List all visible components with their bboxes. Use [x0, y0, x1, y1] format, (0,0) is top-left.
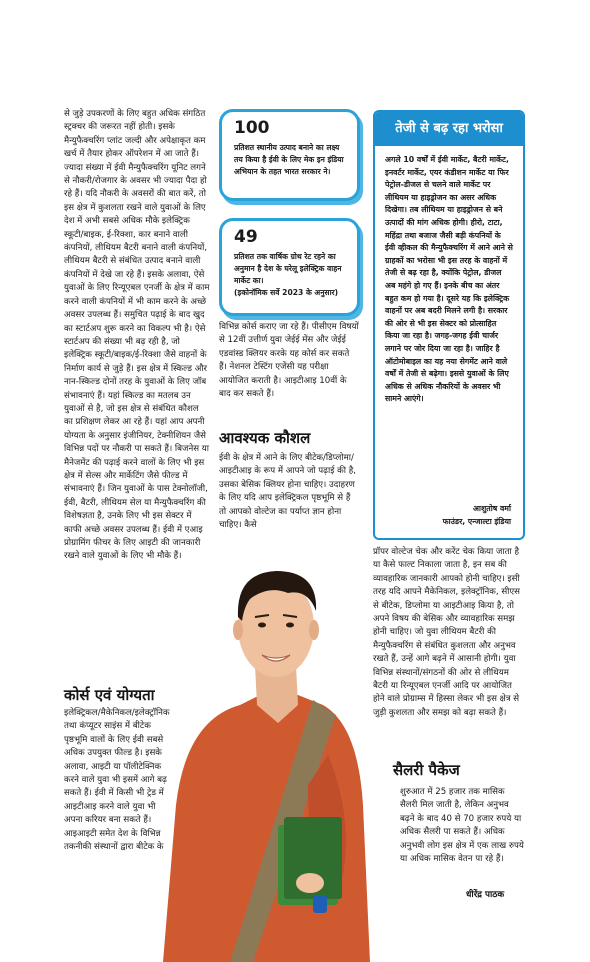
author-role: फाउंडर, एन्जाल्टा इंडिया — [442, 517, 511, 526]
watch — [313, 895, 327, 913]
stat-box-100 — [219, 109, 360, 201]
byline: धीरेंद्र पाठक — [466, 890, 505, 900]
stat-number: 49 — [234, 227, 258, 247]
stat-number: 100 — [234, 118, 270, 138]
stat-text: प्रतिशत तक वार्षिक ग्रोथ रेट रहने का अनुमान है देश के घरेलू इलेक्ट्रिक वाहन मार्केट का। — [234, 252, 342, 285]
stat-text: प्रतिशत स्थानीय उत्पाद बनाने का लक्ष्य तय किया है ईवी के लिए मेक इन इंडिया अभियान के तहत भारत सरकार ने। — [234, 143, 344, 176]
intro-paragraph: से जुड़े उपकरणों के लिए बहुत अधिक संगठित स्ट्रक्चर की जरूरत नहीं होती। इसके मैन्युफैक्चरिंग प्लांट जल्दी और अपेक्षाकृत कम खर्च में तैयार होकर ऑपरेशन में आ जाते हैं। ज्यादा संख्या में ईवी मैन्युफैक्चरिंग यूनिट लगने से नौकरी/रोजगार के अवसर भी ज्यादा पैदा हो रहे हैं। यदि नौकरी के अवसरों की बात करें, तो इस क्षेत्र में कुशलता रखने वाले युवाओं के लिए देश में अभी सबसे अधिक मौके इलेक्ट्रिक स्कूटी/बाइक, ई-रिक्शा, कार बनाने वाली कंपनियों, लीथियम बैटरी बनाने वाली कंपनियों, लीथियम बैटरी से संबंधित उत्पाद बनाने वाली कंपनियों में देखे जा रहे हैं। इसके अलावा, ऐसे युवाओं के लिए रिन्यूएबल एनर्जी के क्षेत्र में काम करने वाली कंपनियों में भी काम करने के अच्छे अवसर उपलब्ध हैं। समुचित पढ़ाई के बाद खुद का स्टार्टअप शुरू करने का विकल्प भी है। ऐसे स्टार्टअप की संख्या भी बढ़ रही है, जो इलेक्ट्रिक स्कूटी/बाइक/ई-रिक्शा जैसे वाहनों के निर्माण कार्य से जुड़े हैं। इस क्षेत्र में स्किल्ड और नान-स्किल्ड दोनों तरह के युवाओं के लिए जॉब संभावनाएं हैं। यहां स्किल्ड का मतलब उन युवाओं से है, जो इस क्षेत्र से संबंधित कौशल का प्रशिक्षण लेकर आ रहे हैं। यहां आप अपनी योग्यता के अनुसार इंजीनियर, टेक्नीशियन जैसे विभिन्न पदों पर नौकरी पा सकते हैं। बिजनेस या मैनेजमेंट की पढ़ाई करने वालों के लिए भी इस क्षेत्र में सेल्स और मार्केटिंग जैसे फील्ड में संभावनाएं हैं। जिन युवाओं के पास टेक्नोलॉजी, ईवी, बैटरी, लीथियम सेल या मैन्युफैक्चरिंग की विशेषज्ञता है, उनके लिए भी इस सेक्टर में काफी अच्छे अवसर उपलब्ध हैं। ईवी में एआइ प्रोग्रामिंग फीचर के लिए आइटी की जानकारी रखने वाले युवाओं के लिए भी मौके हैं। — [64, 109, 210, 562]
panel-author — [443, 502, 511, 528]
heading-skill: आवश्यक कौशल — [219, 429, 311, 447]
right-paragraph: प्रॉपर वोल्टेज चेक और करेंट चेक किया जाता है या कैसे फाल्ट निकाला जाता है, इन सब की व्यावहारिक जानकारी आपको होनी चाहिए। इसी तरह यदि आपने मैकेनिकल, इलेक्ट्रॉनिक, सीएस से बीटेक, डिप्लोमा या आइटीआइ किया है, तो अपने विषय की बेसिक और व्यावहारिक समझ होनी चाहिए। जो युवा लीथियम बैटरी की मैन्युफैक्चरिंग से संबंधित कुशलता और अनुभव रखते हैं, उन्हें आगे बढ़ने में आसानी होगी। युवा विभिन्न संस्थानों/संगठनों की ओर से लीथियम बैटरी या रिन्यूएबल एनर्जी आदि पर आयोजित होने वाले प्रोग्राम्स में हिस्सा लेकर भी इस क्षेत्र से जुड़ी कुशलता और समझ को बढ़ा सकते हैं। — [373, 547, 520, 718]
student-photo — [158, 555, 373, 962]
heading-salary: सैलरी पैकेज — [393, 761, 460, 779]
panel-text: अगले 10 वर्षों में ईवी मार्केट, बैटरी मार्केट, इनवर्टर मार्केट, एयर कंडीशन मार्केट या फिर पेट्रोल-डीजल से चलने वाले मार्केट पर लीथियम या हाइड्रोजन का असर अधिक दिखेगा। तब लीथियम या हाइड्रोजन से बने उत्पादों की मांग अधिक होगी। हीरो, टाटा, महिंद्रा तथा बजाज जैसी बड़ी कंपनियों के ईवी व्हीकल की मैन्युफैक्चरिंग में आने आने से ग्राहकों का भरोसा भी इस तरह के वाहनों में तेजी से बढ़ रहा है, क्योंकि पेट्रोल, डीजल अब महंगे हो गए हैं। इनके बीच का अंतर बहुत कम हो गया है। दूसरे यह कि इलेक्ट्रिक वाहनों पर अब बदरी मिलने लगी है। सरकार की ओर से भी इस सेक्टर को प्रोत्साहित किया जा रहा है। जगह-जगह ईवी चार्जर लगाने पर जोर दिया जा रहा है। जाहिर है ऑटोमोबाइल का यह नया सेगमेंट आने वाले वर्षों में तेजी से बढ़ेगा। इससे युवाओं के लिए अधिक से अधिक नौकरियों के अवसर भी सामने आएंगे। — [385, 155, 513, 404]
info-panel — [373, 110, 525, 540]
salary-paragraph: शुरुआत में 25 हजार तक मासिक सैलरी मिल जाती है, लेकिन अनुभव बढ़ने के बाद 40 से 70 हजार रुपये या अधिक सैलरी पा सकते हैं। अधिक अनुभवी लोग इस क्षेत्र में एक लाख रुपये या अधिक मासिक वेतन पा रहे हैं। — [400, 787, 524, 865]
mid-paragraph: विभिन्न कोर्स कराए जा रहे हैं। पीसीएम विषयों से 12वीं उत्तीर्ण युवा जेईई मेंस और जेईई एडवांस्ड क्लियर करके यह कोर्स कर सकते हैं। नेशनल टेस्टिंग एजेंसी यह परीक्षा आयोजित कराती है। आइटीआइ 10वीं के बाद कर सकते हैं। — [219, 322, 359, 400]
hand — [296, 873, 324, 893]
heading-course: कोर्स एवं योग्यता — [64, 686, 155, 704]
author-name: आशुतोष वर्मा — [473, 504, 511, 513]
stat-box-49 — [219, 218, 360, 316]
stat-source: (इकोनॉमिक सर्वे 2023 के अनुसार) — [234, 288, 339, 297]
course-paragraph: इलेक्ट्रिकल/मैकेनिकल/इलेक्ट्रॉनिक तथा कंप्यूटर साइंस में बीटेक पृष्ठभूमि वालों के लिए ईवी सबसे अधिक उपयुक्त फील्ड है। इसके अलावा, आइटी या पॉलीटेक्निक करने वाले युवा भी इसमें आगे बढ़ सकते हैं। ईवी में किसी भी ट्रेड में आइटीआइ करने वाले युवा भी अपना करियर बना सकते हैं। आइआइटी समेत देश के विभिन्न तकनीकी संस्थानों द्वारा बीटेक के — [64, 708, 170, 853]
panel-title: तेजी से बढ़ रहा भरोसा — [375, 112, 523, 146]
skill-paragraph: ईवी के क्षेत्र में आने के लिए बीटेक/डिप्लोमा/आइटीआइ के रूप में आपने जो पढ़ाई की है, उसका बेसिक क्लियर होना चाहिए। उदाहरण के लिए यदि आप इलेक्ट्रिकल पृष्ठभूमि से हैं तो आपको वोल्टेज का पर्याप्त ज्ञान होना चाहिए। कैसे — [219, 453, 357, 531]
